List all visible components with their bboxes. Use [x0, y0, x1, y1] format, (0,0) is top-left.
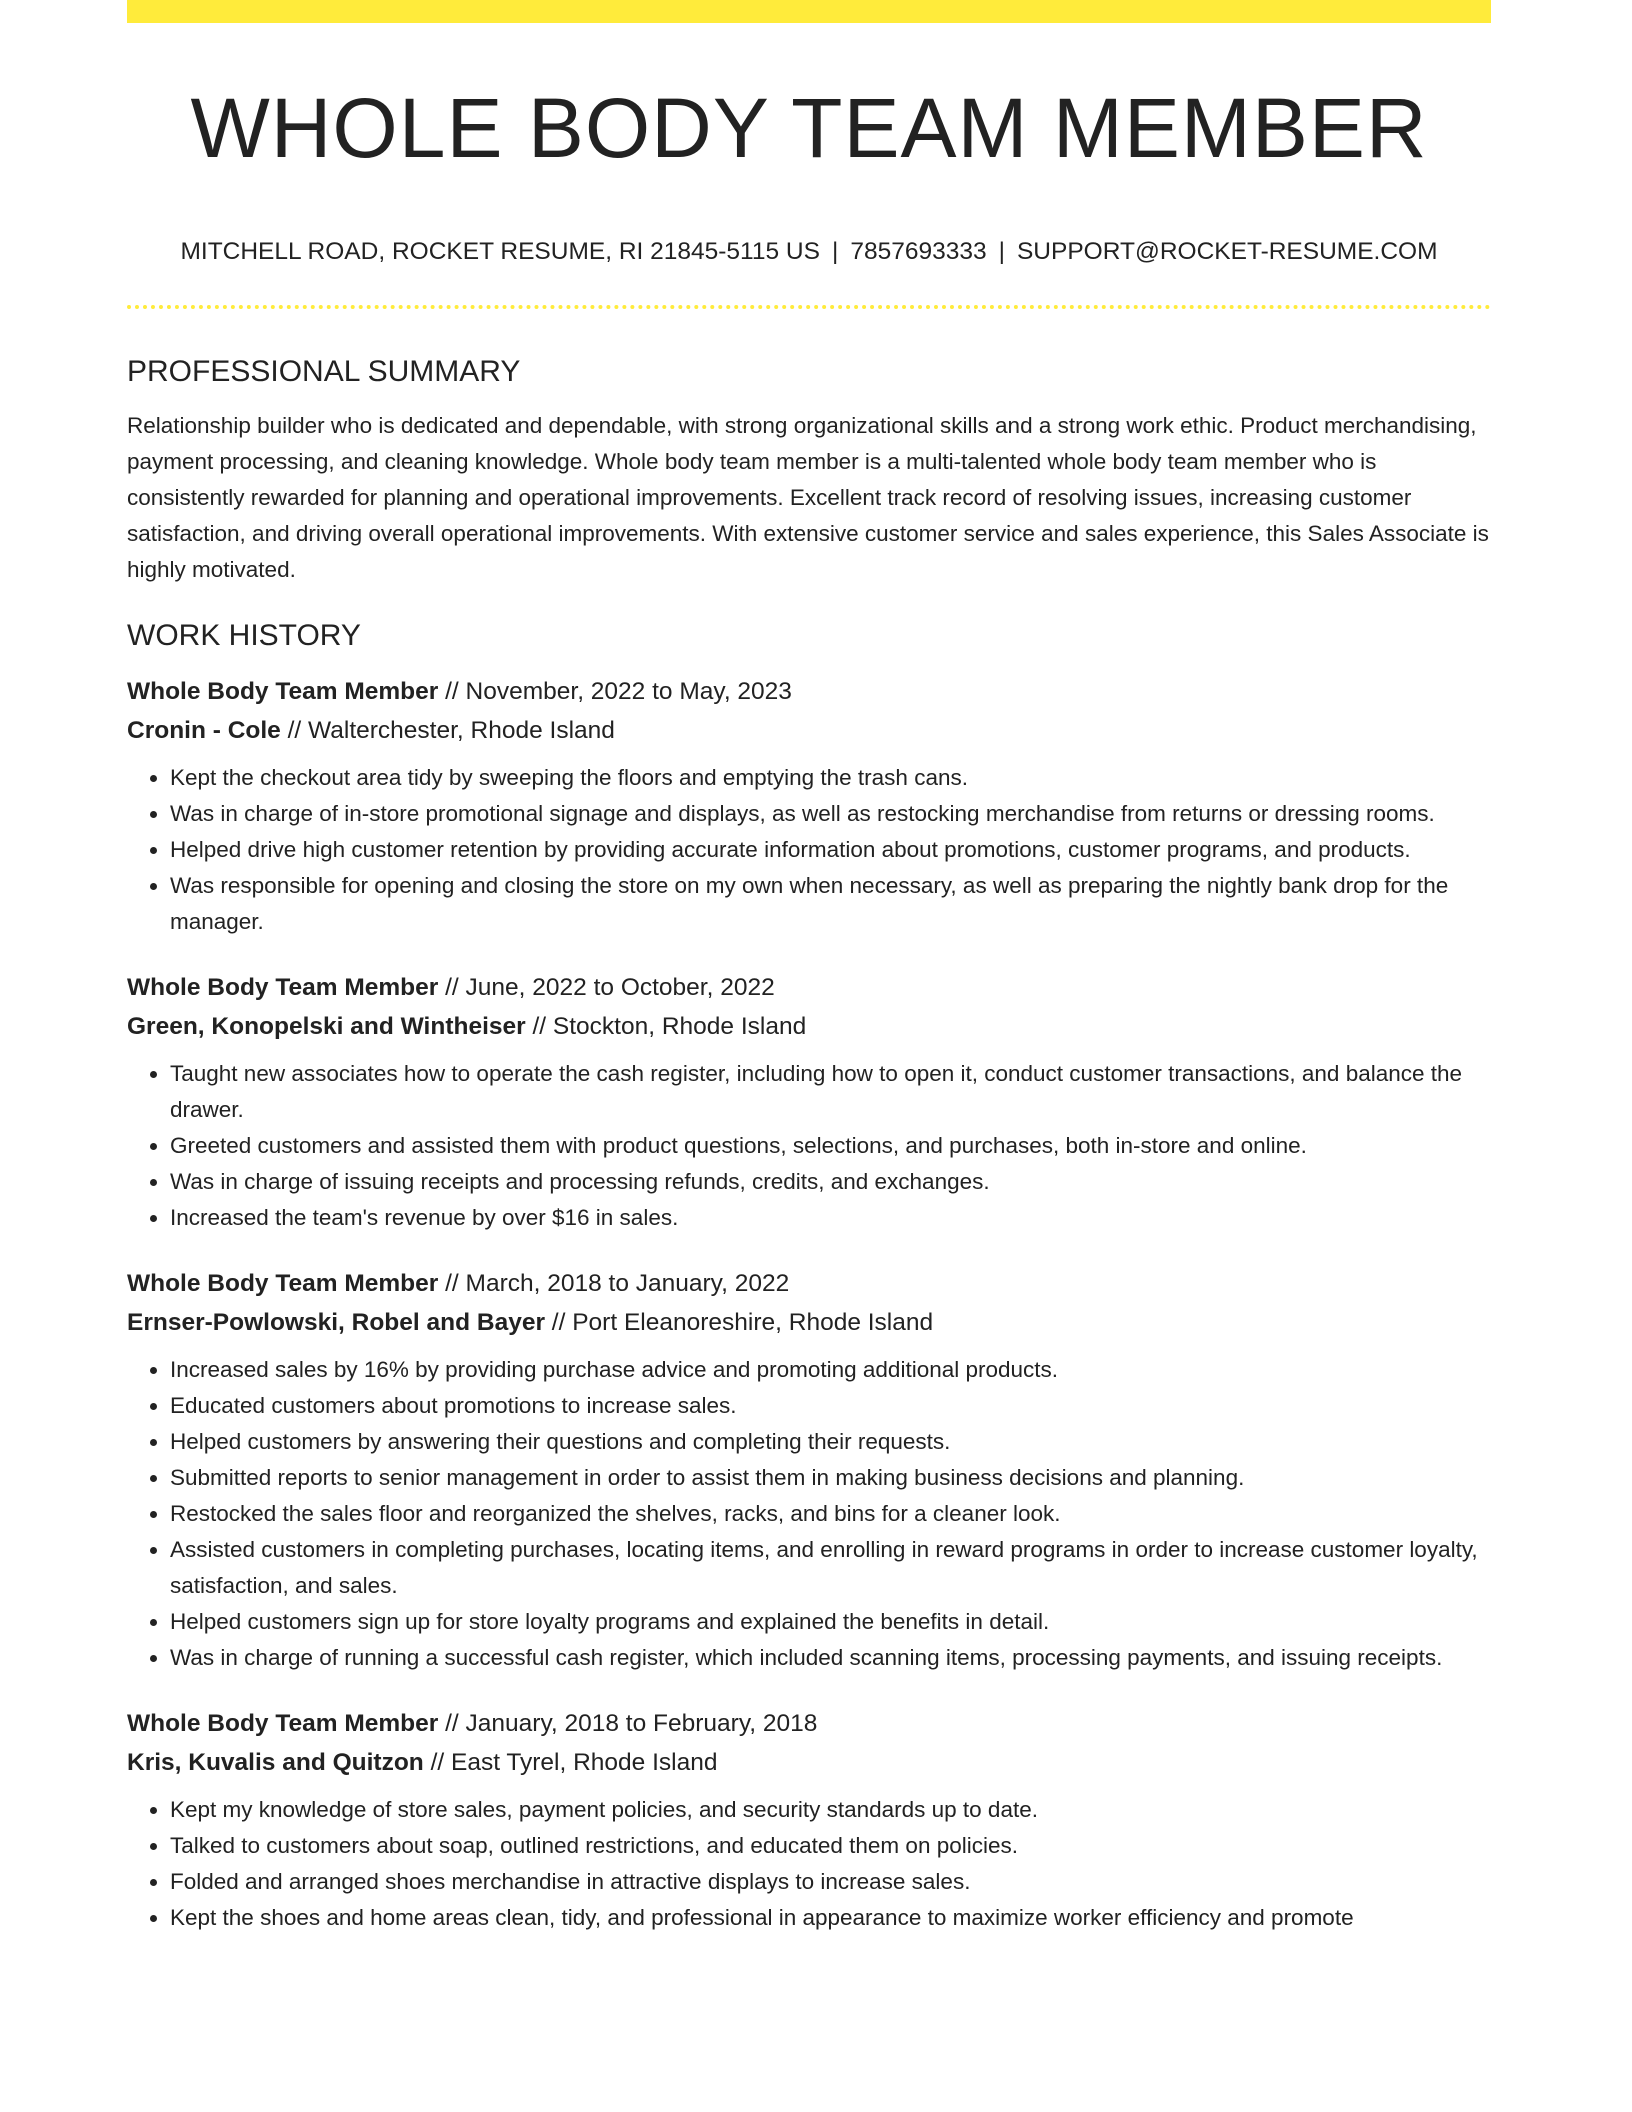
job-dates: // November, 2022 to May, 2023	[445, 678, 792, 705]
job-bullet: • Kept my knowledge of store sales, payment policies, and security standards up to date.	[170, 1792, 1491, 1828]
job-company: Cronin - Cole	[127, 717, 281, 744]
contact-separator: |	[998, 238, 1005, 265]
job-bullet-list	[127, 1352, 1491, 1676]
job-title-line	[127, 1704, 1491, 1743]
contact-separator: |	[831, 238, 839, 265]
job-location: // Port Eleanoreshire, Rhode Island	[551, 1309, 934, 1336]
job-title-line	[127, 672, 1491, 711]
job-entry	[127, 1264, 1491, 1676]
job-dates: // March, 2018 to January, 2022	[445, 1270, 790, 1297]
job-bullet-list	[127, 1792, 1491, 1936]
job-dates: // January, 2018 to February, 2018	[445, 1710, 818, 1737]
resume-title: WHOLE BODY TEAM MEMBER	[190, 81, 1428, 175]
job-bullet-list	[127, 1056, 1491, 1236]
job-title: Whole Body Team Member	[127, 1270, 439, 1297]
job-bullet: • Submitted reports to senior management in order to assist them in making business decisions and planning.	[170, 1460, 1491, 1496]
contact-address: MITCHELL ROAD, ROCKET RESUME, RI 21845-5115 US	[180, 238, 820, 265]
job-bullet: • Restocked the sales floor and reorganized the shelves, racks, and bins for a cleaner look.	[170, 1496, 1491, 1532]
job-bullet: • Helped drive high customer retention by providing accurate information about promotions, customer programs, and products.	[170, 832, 1491, 868]
job-location: // Walterchester, Rhode Island	[287, 717, 615, 744]
job-dates: // June, 2022 to October, 2022	[445, 974, 775, 1001]
summary-heading: PROFESSIONAL SUMMARY	[127, 355, 521, 388]
job-bullet: • Was in charge of in-store promotional signage and displays, as well as restocking merchandise from returns or dressing rooms.	[170, 796, 1491, 832]
job-bullet: • Helped customers by answering their questions and completing their requests.	[170, 1424, 1491, 1460]
job-company-line	[127, 711, 1491, 750]
job-entry	[127, 968, 1491, 1236]
summary-section	[127, 350, 1491, 588]
job-bullet: • Was in charge of issuing receipts and processing refunds, credits, and exchanges.	[170, 1164, 1491, 1200]
job-title-line	[127, 1264, 1491, 1303]
job-company: Kris, Kuvalis and Quitzon	[127, 1749, 424, 1776]
job-company: Ernser-Powlowski, Robel and Bayer	[127, 1309, 545, 1336]
job-title: Whole Body Team Member	[127, 678, 439, 705]
contact-email: SUPPORT@ROCKET-RESUME.COM	[1016, 238, 1438, 265]
resume-body	[127, 350, 1491, 1964]
job-title: Whole Body Team Member	[127, 974, 439, 1001]
job-company: Green, Konopelski and Wintheiser	[127, 1013, 526, 1040]
summary-text: Relationship builder who is dedicated and dependable, with strong organizational skills and a strong work ethic. Product merchandising, payment processing, and cleaning knowledge. Whole body team member is a multi-talented whole body team member who is consistently rewarded for planning and operational improvements. Excellent track record of resolving issues, increasing customer satisfaction, and driving overall operational improvements. With extensive customer service and sales experience, this Sales Associate is highly motivated.	[127, 413, 1489, 582]
accent-top-bar	[127, 0, 1491, 23]
job-bullet: • Increased the team's revenue by over $16 in sales.	[170, 1200, 1491, 1236]
job-bullet: • Increased sales by 16% by providing purchase advice and promoting additional products.	[170, 1352, 1491, 1388]
job-title: Whole Body Team Member	[127, 1710, 439, 1737]
job-bullet: • Kept the shoes and home areas clean, tidy, and professional in appearance to maximize worker efficiency and promote	[170, 1900, 1491, 1936]
job-company-line	[127, 1007, 1491, 1046]
work-history-section	[127, 614, 1491, 1936]
contact-phone: 7857693333	[850, 238, 987, 265]
job-bullet: • Greeted customers and assisted them with product questions, selections, and purchases, both in-store and online.	[170, 1128, 1491, 1164]
job-bullet: • Educated customers about promotions to increase sales.	[170, 1388, 1491, 1424]
job-bullet: • Taught new associates how to operate the cash register, including how to open it, conduct customer transactions, and balance the drawer.	[170, 1056, 1491, 1128]
work-history-heading: WORK HISTORY	[127, 619, 361, 652]
job-bullet: • Helped customers sign up for store loyalty programs and explained the benefits in detail.	[170, 1604, 1491, 1640]
job-location: // East Tyrel, Rhode Island	[430, 1749, 718, 1776]
job-bullet: • Was responsible for opening and closing the store on my own when necessary, as well as preparing the nightly bank drop for the manager.	[170, 868, 1491, 940]
job-company-line	[127, 1303, 1491, 1342]
job-entry	[127, 1704, 1491, 1936]
job-bullet: • Folded and arranged shoes merchandise in attractive displays to increase sales.	[170, 1864, 1491, 1900]
job-company-line	[127, 1743, 1491, 1782]
job-entry	[127, 672, 1491, 940]
job-location: // Stockton, Rhode Island	[532, 1013, 807, 1040]
job-bullet: • Was in charge of running a successful cash register, which included scanning items, processing payments, and issuing receipts.	[170, 1640, 1491, 1676]
job-bullet: • Kept the checkout area tidy by sweeping the floors and emptying the trash cans.	[170, 760, 1491, 796]
job-title-line	[127, 968, 1491, 1007]
contact-line	[127, 234, 1491, 270]
job-bullet: • Talked to customers about soap, outlined restrictions, and educated them on policies.	[170, 1828, 1491, 1864]
header-divider	[127, 305, 1491, 309]
job-bullet: • Assisted customers in completing purchases, locating items, and enrolling in reward programs in order to increase customer loyalty, satisfaction, and sales.	[170, 1532, 1491, 1604]
job-bullet-list	[127, 760, 1491, 940]
